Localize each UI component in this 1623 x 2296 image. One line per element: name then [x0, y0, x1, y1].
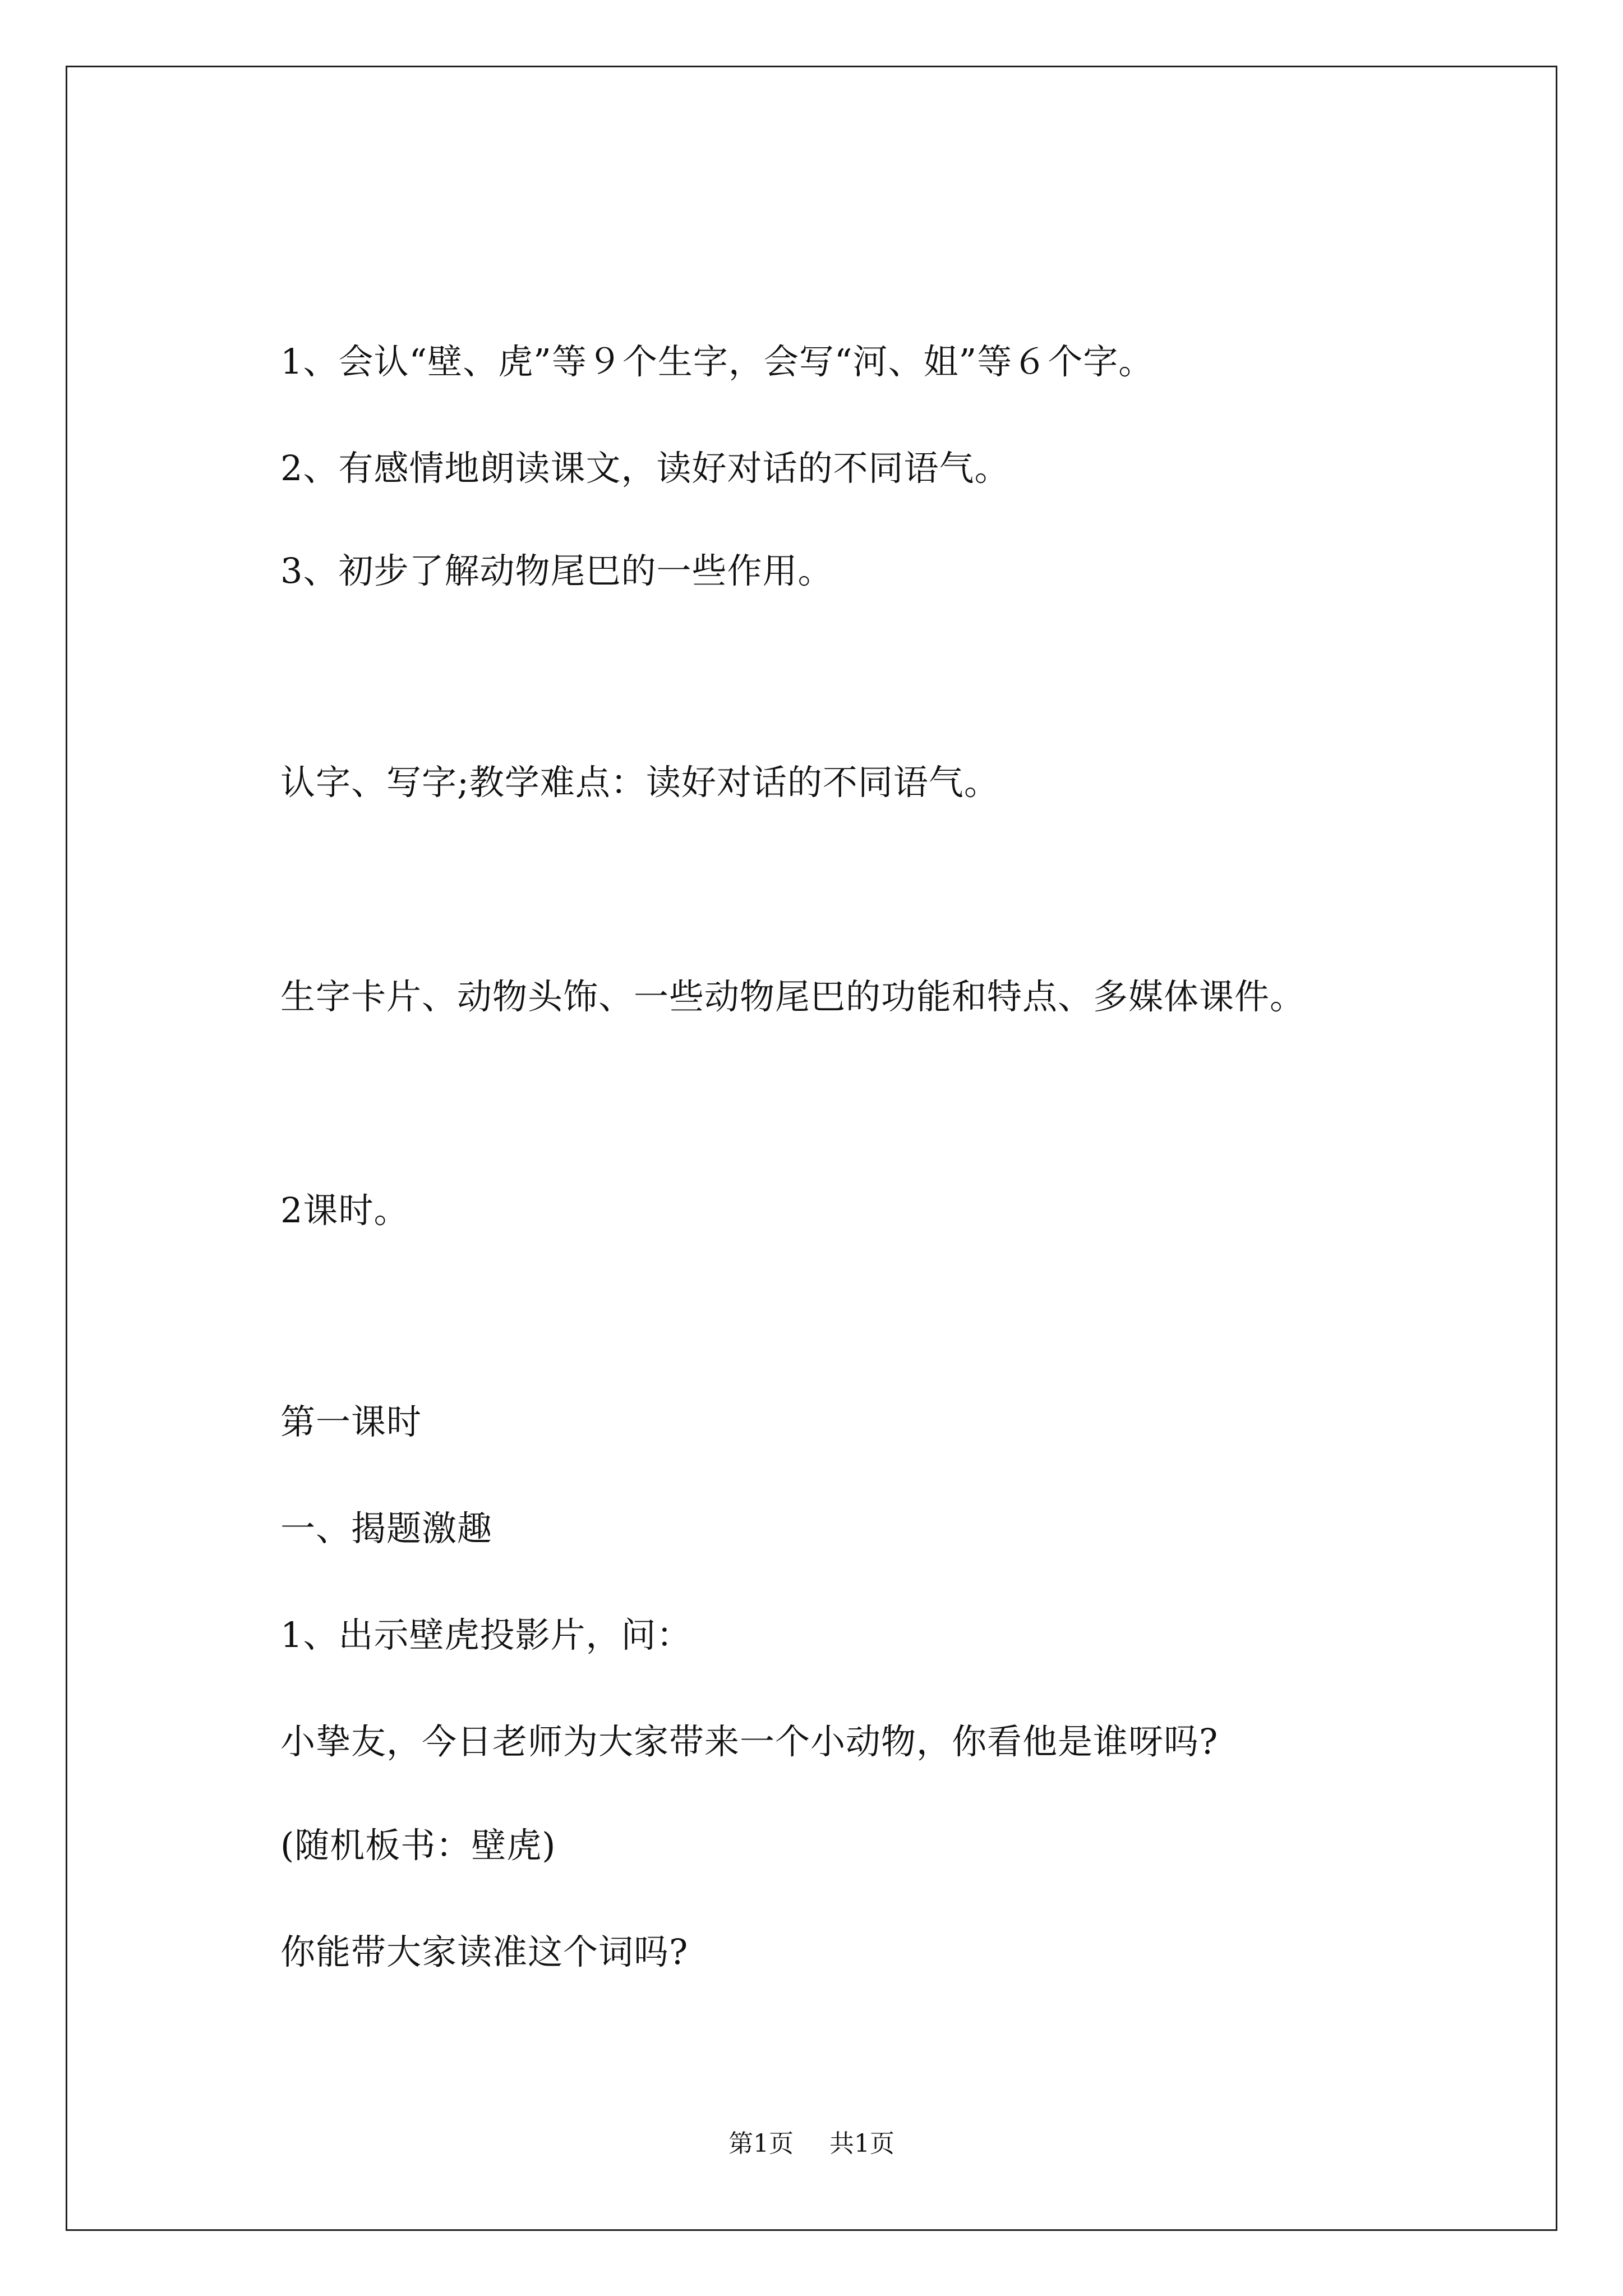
step-1: 1、出示壁虎投影片，问： — [280, 1614, 692, 1655]
lesson-duration: 2课时。 — [280, 1190, 409, 1231]
teaching-materials: 生字卡片、动物头饰、一些动物尾巴的功能和特点、多媒体课件。 — [280, 976, 1306, 1017]
page-border — [66, 66, 1557, 2231]
teacher-question-1: 小挚友，今日老师为大家带来一个小动物，你看他是谁呀吗? — [280, 1721, 1219, 1762]
objective-1: 1、会认“壁、虎”等９个生字，会写“河、姐”等６个字。 — [280, 341, 1154, 382]
page-footer — [0, 2127, 1623, 2161]
page-total: 共1页 — [829, 2129, 895, 2158]
teacher-question-2: 你能带大家读准这个词吗? — [280, 1931, 689, 1972]
page-number: 第1页 — [728, 2129, 794, 2158]
key-points: 认字、写字;教学难点：读好对话的不同语气。 — [280, 762, 999, 803]
lesson-title: 第一课时 — [280, 1401, 422, 1442]
objective-3: 3、初步了解动物尾巴的一些作用。 — [280, 550, 833, 591]
board-note: (随机板书：壁虎) — [280, 1825, 556, 1866]
section-heading: 一、揭题激趣 — [280, 1508, 493, 1549]
objective-2: 2、有感情地朗读课文，读好对话的不同语气。 — [280, 448, 1010, 489]
